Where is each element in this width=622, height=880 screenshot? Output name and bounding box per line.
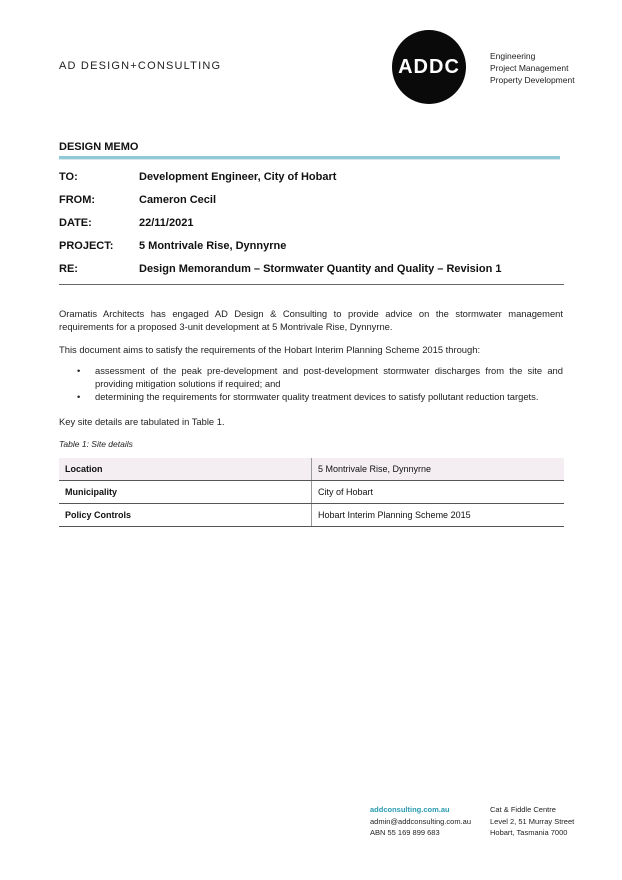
address-line: Hobart, Tasmania 7000 bbox=[490, 828, 568, 837]
field-value: Design Memorandum – Stormwater Quantity and Quality – Revision 1 bbox=[139, 263, 502, 275]
intro-paragraph: Oramatis Architects has engaged AD Design & Consulting to provide advice on the stormwater management requirements for a proposed 3-unit development at 5 Montrivale Rise, Dynnyrne. bbox=[59, 308, 563, 332]
table-row bbox=[59, 458, 564, 481]
footer-abn: ABN 55 169 899 683 bbox=[370, 828, 440, 837]
logo-text: ADDC bbox=[398, 55, 460, 78]
field-label: RE: bbox=[59, 263, 78, 275]
list-item-text: assessment of the peak pre-development and post-development stormwater discharges from the site and providing mitigation solutions if required; and bbox=[95, 365, 563, 389]
field-value: Cameron Cecil bbox=[139, 194, 217, 206]
footer-address bbox=[490, 804, 574, 839]
field-label: PROJECT: bbox=[59, 240, 114, 252]
services-list bbox=[490, 50, 575, 86]
table-cell-key: Municipality bbox=[59, 481, 312, 504]
field-label: TO: bbox=[59, 171, 78, 183]
site-details-table bbox=[59, 458, 564, 527]
address-line: Cat & Fiddle Centre bbox=[490, 805, 556, 814]
bullet-icon: • bbox=[77, 365, 81, 376]
service-item: Property Development bbox=[490, 75, 575, 85]
company-logo bbox=[392, 30, 466, 104]
table-row bbox=[59, 504, 564, 527]
title-underline-shadow bbox=[59, 159, 560, 160]
list-item bbox=[59, 364, 563, 390]
table-cell-value: City of Hobart bbox=[312, 481, 565, 504]
table-cell-value: Hobart Interim Planning Scheme 2015 bbox=[312, 504, 565, 527]
list-item-text: determining the requirements for stormwater quality treatment devices to satisfy pollutant reduction targets. bbox=[95, 391, 539, 402]
field-label: FROM: bbox=[59, 194, 96, 206]
field-label: DATE: bbox=[59, 217, 92, 229]
field-value: 22/11/2021 bbox=[139, 217, 194, 229]
bullet-icon: • bbox=[77, 391, 81, 402]
footer-website-link[interactable]: addconsulting.com.au bbox=[370, 805, 450, 814]
table-row bbox=[59, 481, 564, 504]
table-cell-key: Location bbox=[59, 458, 312, 481]
table-cell-key: Policy Controls bbox=[59, 504, 312, 527]
memo-title: DESIGN MEMO bbox=[59, 141, 139, 153]
table-caption: Table 1: Site details bbox=[59, 439, 133, 449]
aims-paragraph: This document aims to satisfy the requirements of the Hobart Interim Planning Scheme 2015 through: bbox=[59, 344, 481, 355]
aims-list bbox=[59, 364, 563, 403]
field-value: Development Engineer, City of Hobart bbox=[139, 171, 337, 183]
company-brand: AD DESIGN+CONSULTING bbox=[59, 60, 222, 72]
address-line: Level 2, 51 Murray Street bbox=[490, 816, 575, 826]
service-item: Project Management bbox=[490, 63, 569, 73]
service-item: Engineering bbox=[490, 51, 536, 61]
field-value: 5 Montrivale Rise, Dynnyrne bbox=[139, 240, 287, 252]
header-divider bbox=[59, 284, 564, 285]
list-item bbox=[59, 390, 563, 403]
footer-email-link[interactable]: admin@addconsulting.com.au bbox=[370, 816, 472, 826]
table-cell-value: 5 Montrivale Rise, Dynnyrne bbox=[312, 458, 565, 481]
footer-contact bbox=[370, 804, 471, 839]
table-reference-paragraph: Key site details are tabulated in Table 1. bbox=[59, 416, 225, 427]
